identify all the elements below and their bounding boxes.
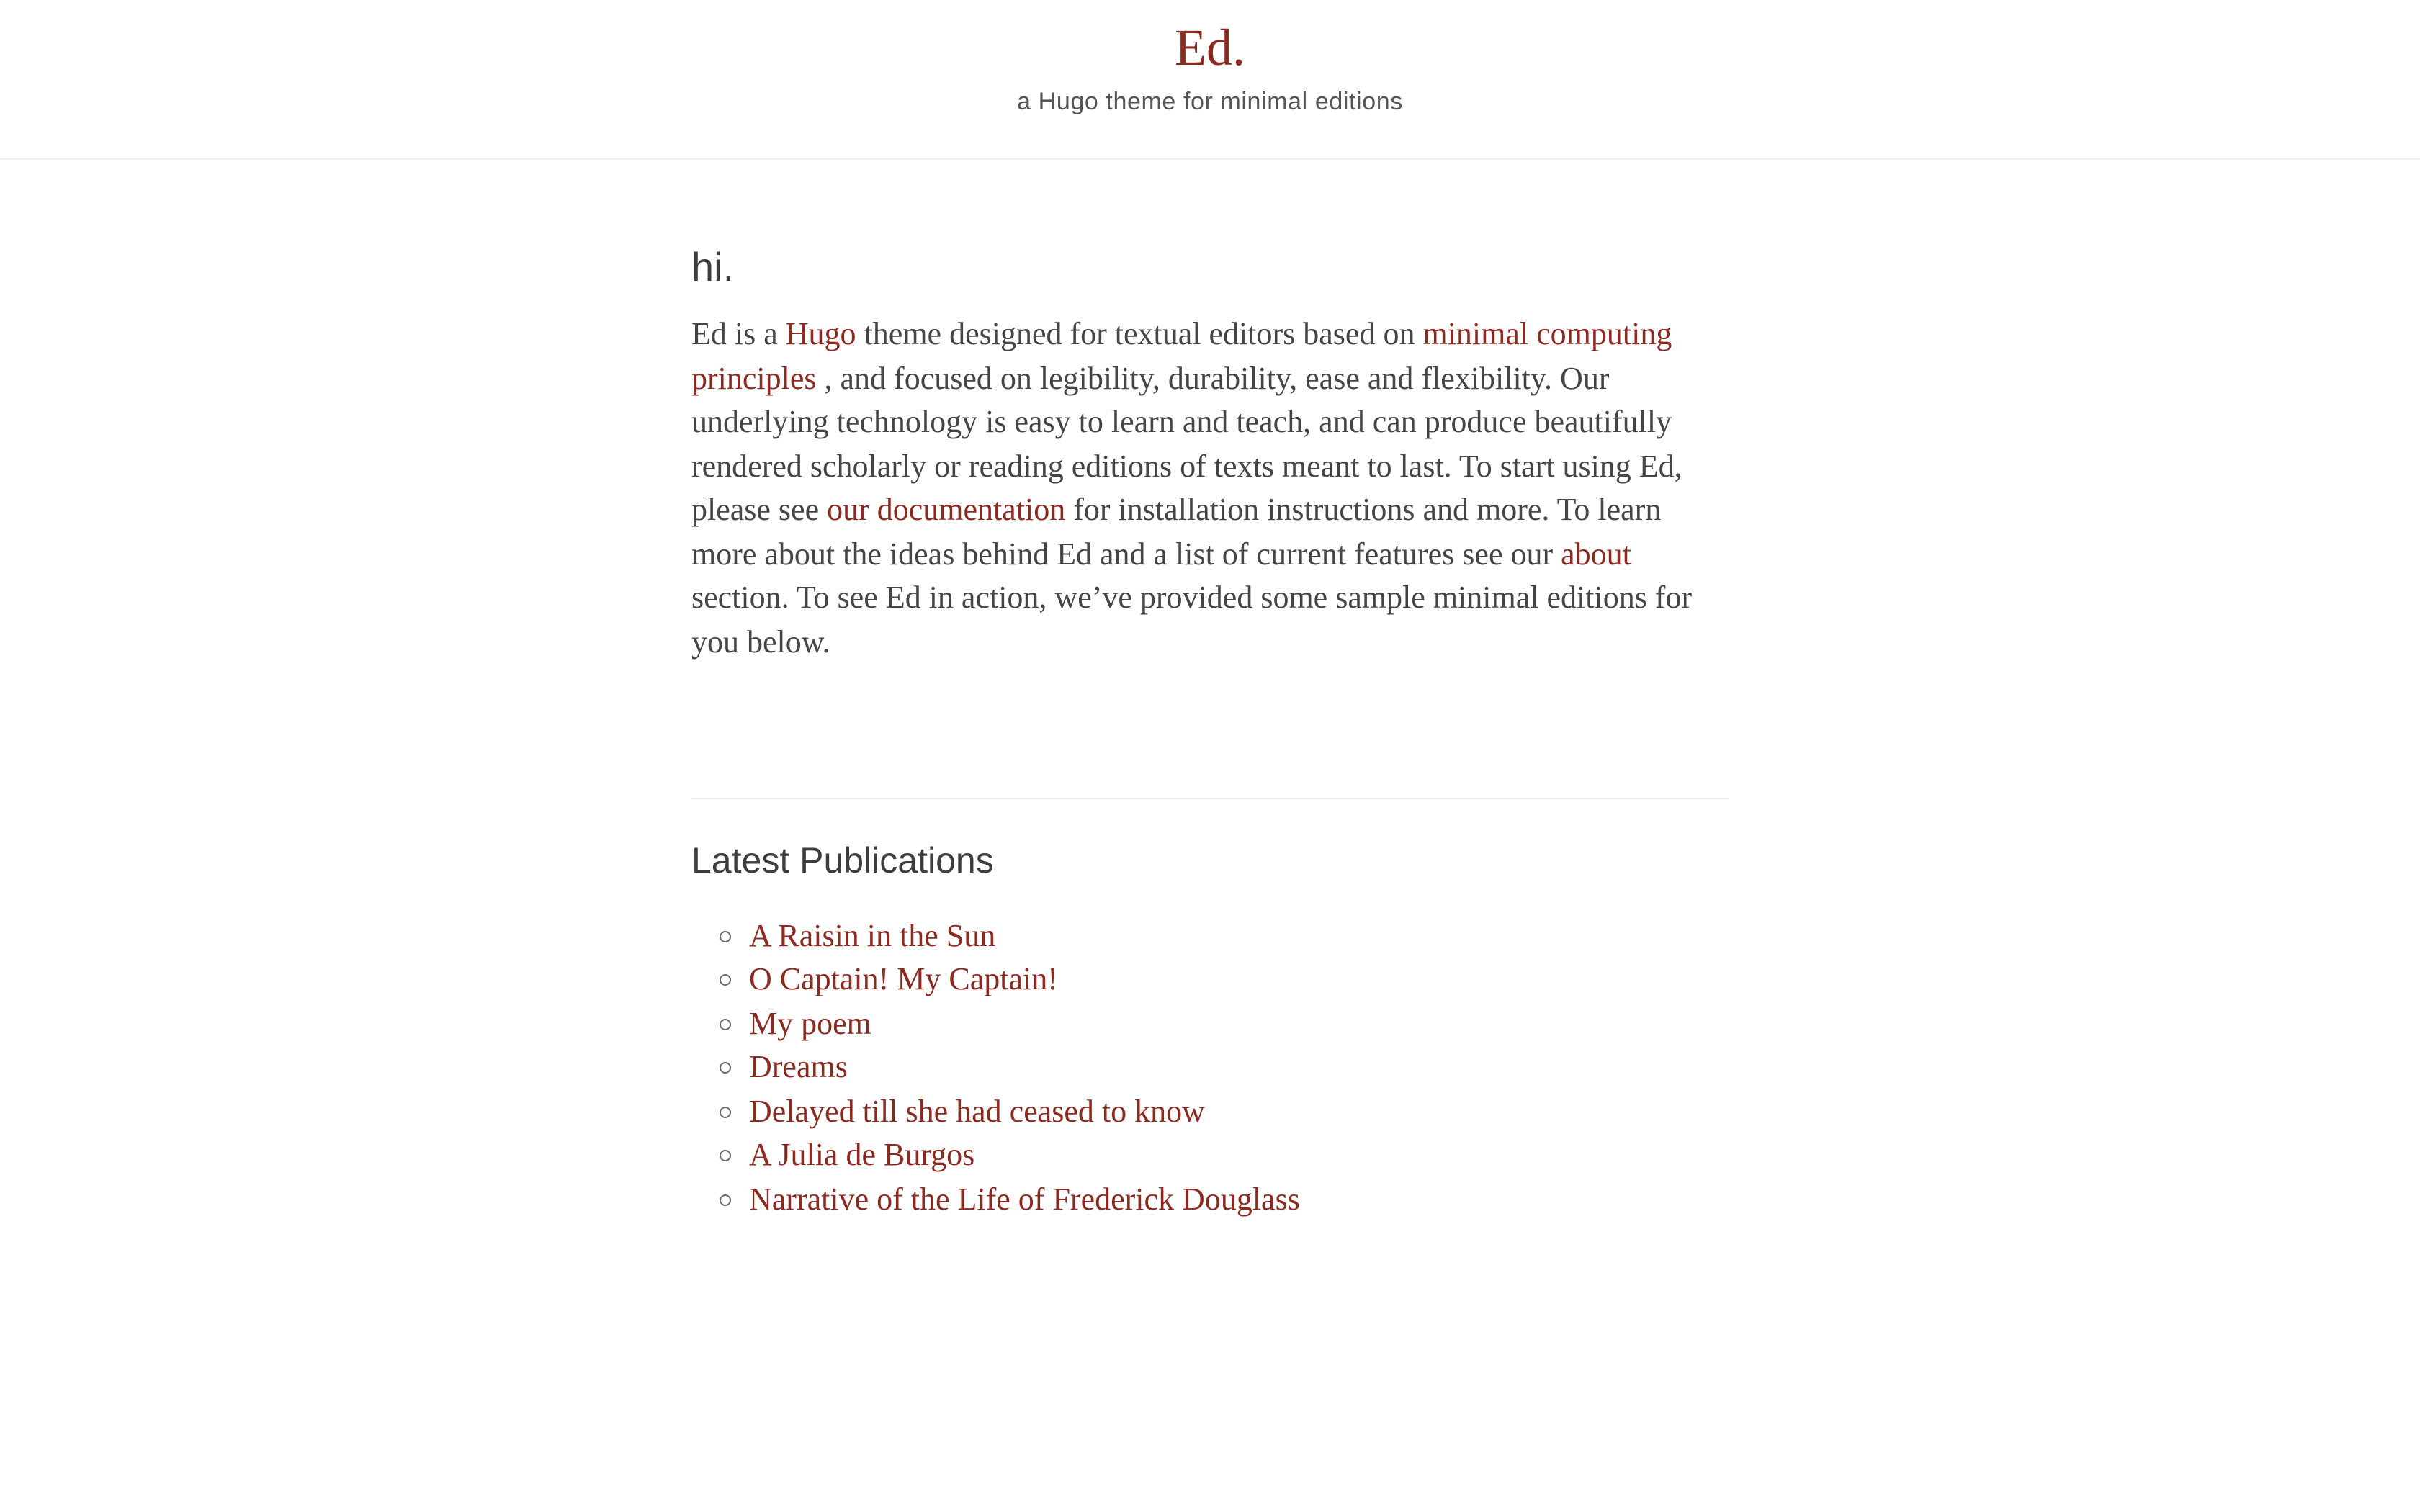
site-header (0, 0, 2420, 160)
list-item (749, 1046, 1729, 1090)
about-link[interactable]: about (1561, 535, 1631, 572)
site-title[interactable]: Ed. (1175, 19, 1245, 76)
publication-link-a-julia-de-burgos[interactable]: A Julia de Burgos (749, 1136, 975, 1173)
main-content (691, 160, 1729, 1222)
minimal-computing-principles-link[interactable]: minimal computing principles (691, 315, 1672, 396)
list-item (749, 1134, 1729, 1178)
list-item (749, 958, 1729, 1002)
publication-link-dreams[interactable]: Dreams (749, 1048, 848, 1085)
list-item (749, 1002, 1729, 1046)
intro-text: Ed is a (691, 315, 786, 352)
publications-heading: Latest Publications (691, 841, 994, 882)
publication-link-my-poem[interactable]: My poem (749, 1004, 871, 1041)
menu-button[interactable] (50, 39, 85, 65)
intro-text: for installation instructions and more. To learn more about the ideas behind Ed and a list of current features see our (691, 491, 1662, 572)
publication-link-narrative-of-the-life-of-frederick-douglass[interactable]: Narrative of the Life of Frederick Douglass (749, 1180, 1300, 1217)
documentation-link[interactable]: our documentation (827, 491, 1066, 528)
list-item (749, 1178, 1729, 1222)
section-divider (691, 798, 1729, 800)
publication-link-o-captain-my-captain[interactable]: O Captain! My Captain! (749, 960, 1058, 997)
publications-list (691, 914, 1729, 1222)
intro-text: theme designed for textual editors based on (856, 315, 1423, 352)
hugo-link[interactable]: Hugo (785, 315, 856, 352)
greeting-heading: hi. (691, 245, 735, 289)
site-subtitle: a Hugo theme for minimal editions (1017, 88, 1403, 116)
intro-paragraph (691, 313, 1729, 665)
list-item (749, 1090, 1729, 1134)
intro-text: section. To see Ed in action, we’ve provided some sample minimal editions for you below. (691, 579, 1693, 660)
publication-link-a-raisin-in-the-sun[interactable]: A Raisin in the Sun (749, 917, 996, 953)
list-item (749, 914, 1729, 958)
intro-text: , and focused on legibility, durability, ease and flexibility. Our underlying technology is easy to learn and teach, and can produce beautifully rendered scholarly or reading editions of texts meant to last. To start using Ed, please see (691, 359, 1682, 528)
publication-link-delayed-till-she-had-ceased-to-know[interactable]: Delayed till she had ceased to know (749, 1092, 1205, 1129)
